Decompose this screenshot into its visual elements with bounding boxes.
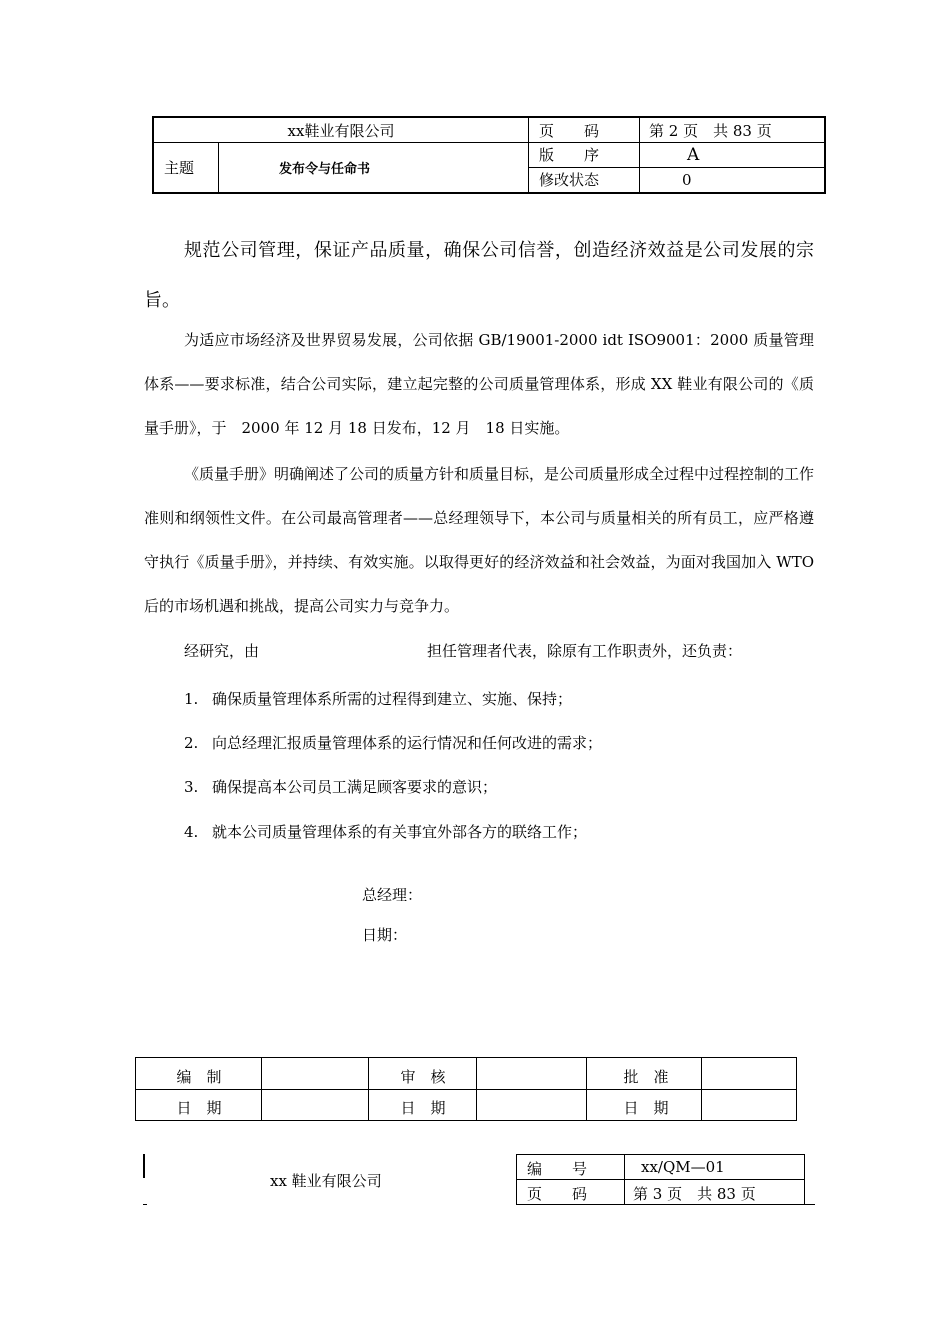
approve-label: 批 准 bbox=[623, 1068, 669, 1086]
approval-table bbox=[135, 1057, 797, 1121]
review-date-label: 日 期 bbox=[400, 1099, 446, 1117]
footer-left-rule bbox=[143, 1154, 145, 1178]
approve-date-label: 日 期 bbox=[623, 1099, 669, 1117]
general-manager-label: 总经理： bbox=[362, 886, 423, 904]
list-item bbox=[184, 776, 497, 797]
header-subject-value: 发布令与任命书 bbox=[279, 161, 371, 177]
footer-right-tick bbox=[805, 1204, 815, 1205]
list-item-number: 4. bbox=[184, 823, 199, 841]
list-item bbox=[184, 688, 572, 709]
list-item bbox=[184, 821, 587, 842]
footer-page-value: 第 3 页 共 83 页 bbox=[633, 1185, 756, 1203]
header-company: xx鞋业有限公司 bbox=[287, 121, 395, 140]
header-version-value: A bbox=[687, 144, 700, 165]
list-item-text: 就本公司质量管理体系的有关事宜外部各方的联络工作； bbox=[212, 823, 588, 841]
header-version-label: 版 序 bbox=[539, 146, 600, 164]
paragraph-purpose: 规范公司管理，保证产品质量，确保公司信誉，创造经济效益是公司发展的宗旨。 bbox=[144, 240, 814, 311]
footer-page-label: 页 码 bbox=[527, 1185, 588, 1203]
footer-number-label: 编 号 bbox=[527, 1160, 588, 1178]
footer-company: xx 鞋业有限公司 bbox=[270, 1172, 382, 1190]
paragraph-manual: 《质量手册》明确阐述了公司的质量方针和质量目标，是公司质量形成全过程中过程控制的工作准则和纲领性文件。在公司最高管理者——总经理领导下，本公司与质量相关的所有员工，应严格遵守执行《质量手册》，并持续、有效实施。以取得更好的经济效益和社会效益，为面对我国加入 WTO 后的市场机遇和挑战，提高公司实力与竞争力。 bbox=[144, 465, 815, 615]
compile-date-label: 日 期 bbox=[176, 1099, 222, 1117]
paragraph-basis: 为适应市场经济及世界贸易发展，公司依据 GB/19001-2000 idt ISO9001：2000 质量管理体系——要求标准，结合公司实际，建立起完整的公司质量管理体系，形成 XX 鞋业有限公司的《质量手册》，于 2000 年 12 月 18 日发布，12 月 18 日实施。 bbox=[144, 331, 814, 437]
footer-number-value: xx/QM—01 bbox=[641, 1158, 725, 1176]
list-item-number: 1. bbox=[184, 690, 199, 708]
footer-left-tick bbox=[143, 1204, 147, 1205]
document-body bbox=[144, 226, 814, 326]
header-page-label: 页 码 bbox=[539, 121, 600, 140]
header-page-value: 第 2 页 共 83 页 bbox=[649, 121, 772, 140]
paragraph-wrap-3 bbox=[144, 452, 814, 628]
list-item-text: 向总经理汇报质量管理体系的运行情况和任何改进的需求； bbox=[212, 734, 603, 752]
list-item-number: 2. bbox=[184, 734, 199, 752]
appointment-line-end: 担任管理者代表，除原有工作职责外，还负责： bbox=[427, 642, 743, 660]
compile-label: 编 制 bbox=[176, 1068, 222, 1086]
list-item-text: 确保提高本公司员工满足顾客要求的意识； bbox=[212, 778, 498, 796]
paragraph-wrap-2 bbox=[144, 318, 814, 450]
review-label: 审 核 bbox=[400, 1068, 446, 1086]
header-table bbox=[152, 116, 826, 194]
header-revision-label: 修改状态 bbox=[539, 171, 600, 189]
list-item bbox=[184, 732, 602, 753]
list-item-number: 3. bbox=[184, 778, 199, 796]
header-revision-value: 0 bbox=[682, 170, 692, 189]
footer-table bbox=[516, 1154, 805, 1205]
header-subject-label: 主题 bbox=[164, 158, 195, 177]
appointment-line-start: 经研究，由 bbox=[184, 642, 260, 660]
signature-date-label: 日期： bbox=[362, 926, 408, 944]
list-item-text: 确保质量管理体系所需的过程得到建立、实施、保持； bbox=[212, 690, 573, 708]
